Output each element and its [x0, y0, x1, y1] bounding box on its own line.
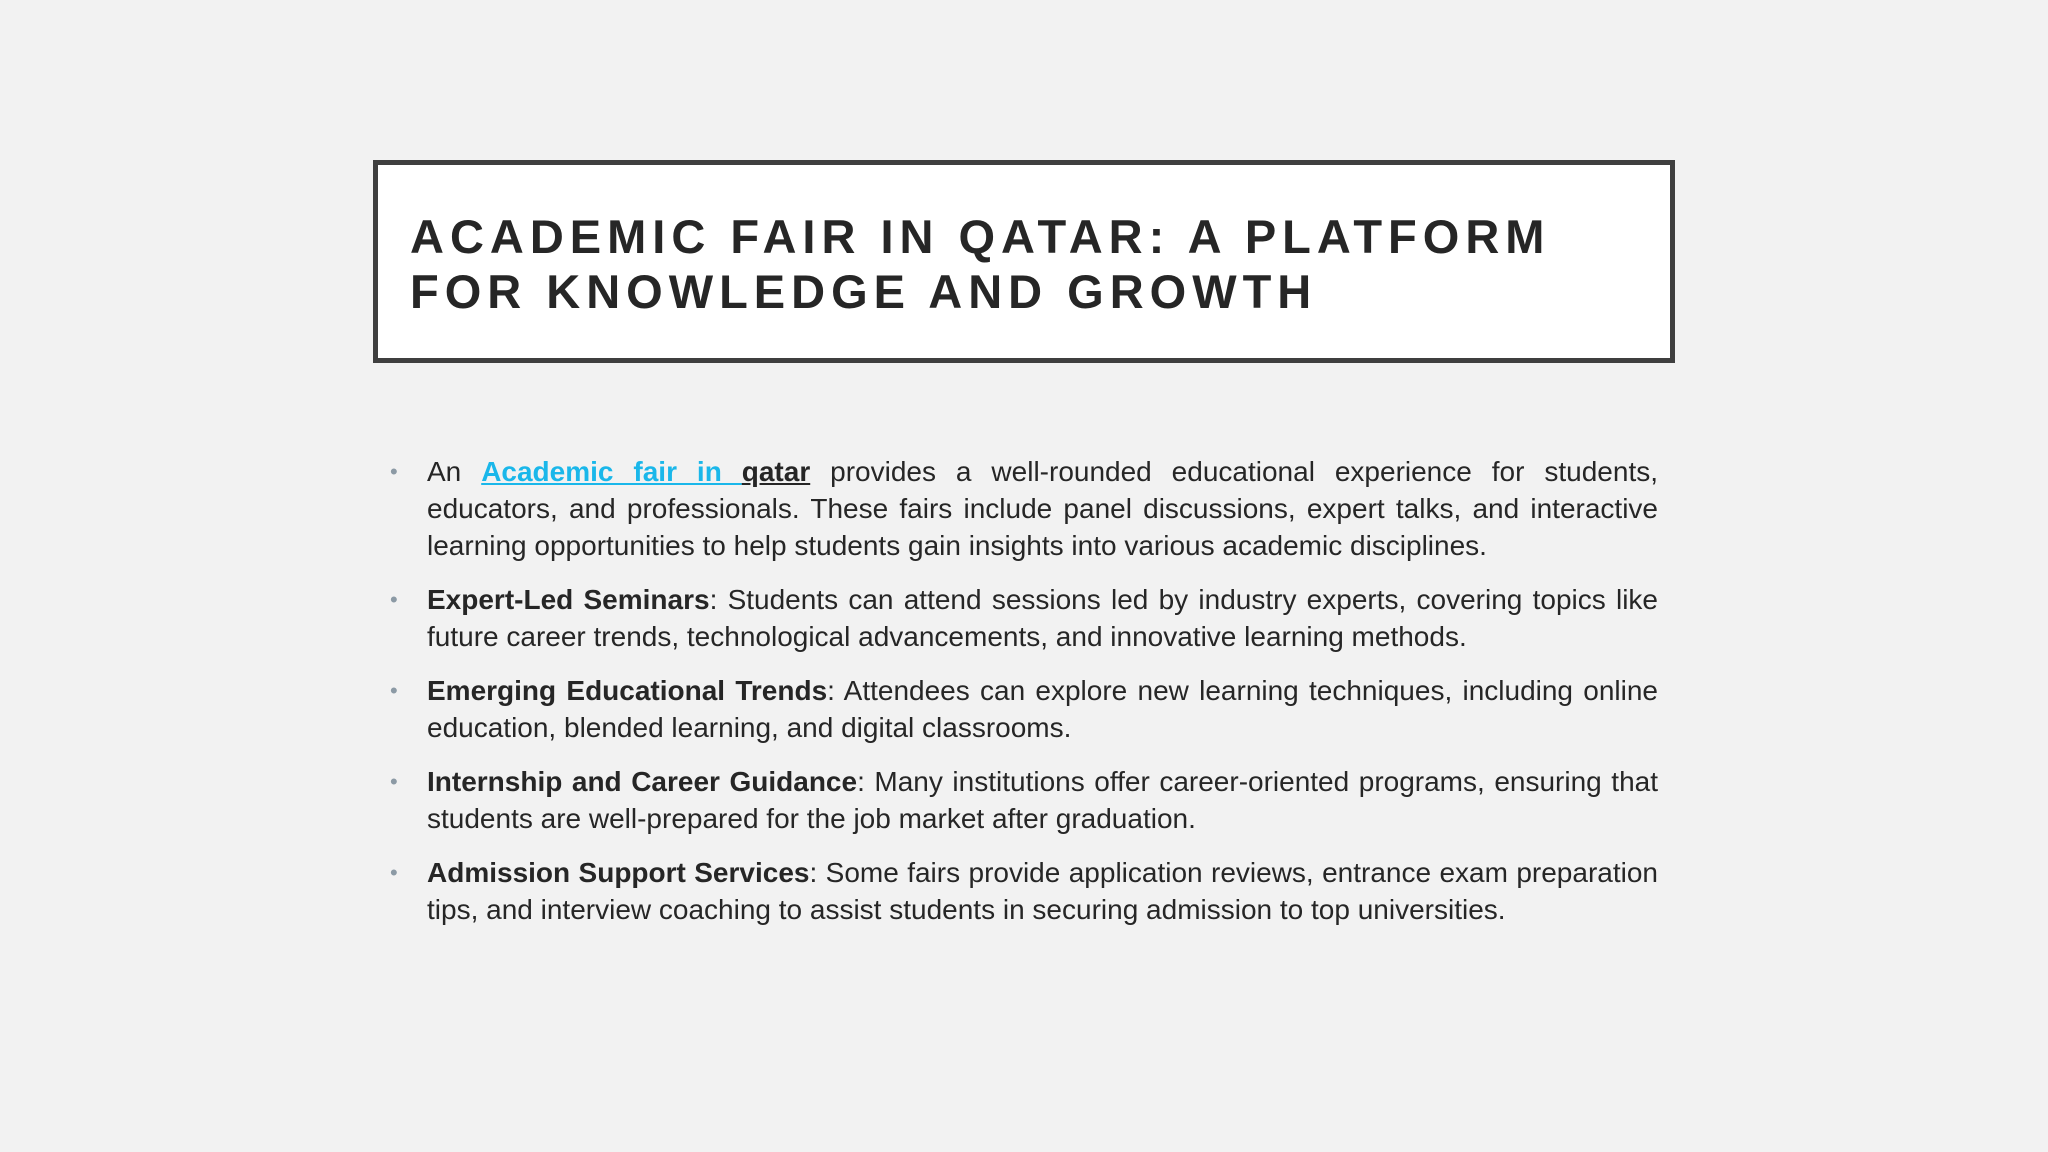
bullet-dot-icon: • [390, 860, 398, 885]
bullet-expert-led-seminars [390, 581, 1658, 655]
bullet-internship-career-guidance [390, 763, 1658, 837]
bullet-dot-icon: • [390, 459, 398, 484]
bullet-term: Internship and Career Guidance [427, 766, 858, 797]
academic-fair-link[interactable]: Academic fair in [481, 456, 742, 487]
slide-title-line-2: FOR KNOWLEDGE AND GROWTH [410, 265, 1318, 318]
bullet-emerging-educational-trends [390, 672, 1658, 746]
title-box [373, 160, 1675, 363]
bullet-intro-lead: An [427, 456, 482, 487]
bullet-intro [390, 453, 1658, 564]
bullet-text: : Some fairs provide application reviews, entrance exam preparation tips, and interview coaching to assist students in securing admission to top universities. [427, 857, 1658, 925]
bullet-term: Expert-Led Seminars [427, 584, 710, 615]
bullet-term: Emerging Educational Trends [427, 675, 828, 706]
bullet-text: : Many institutions offer career-oriented programs, ensuring that students are well-prepared for the job market after graduation. [427, 766, 1658, 834]
bullet-term: Admission Support Services [427, 857, 810, 888]
content-area [390, 453, 1658, 945]
bullet-text: : Attendees can explore new learning techniques, including online education, blended learning, and digital classrooms. [427, 675, 1658, 743]
bullet-intro-text: provides a well-rounded educational experience for students, educators, and professionals. These fairs include panel discussions, expert talks, and interactive learning opportunities to help students gain insights into various academic disciplines. [427, 456, 1658, 561]
bullet-admission-support-services [390, 854, 1658, 928]
slide-title [410, 209, 1640, 319]
bullet-dot-icon: • [390, 769, 398, 794]
bullet-dot-icon: • [390, 587, 398, 612]
bullet-list [390, 453, 1658, 928]
qatar-link[interactable]: qatar [741, 456, 811, 487]
slide-title-line-1: ACADEMIC FAIR IN QATAR: A PLATFORM [410, 210, 1551, 263]
bullet-text: : Students can attend sessions led by industry experts, covering topics like future career trends, technological advancements, and innovative learning methods. [427, 584, 1658, 652]
bullet-dot-icon: • [390, 678, 398, 703]
